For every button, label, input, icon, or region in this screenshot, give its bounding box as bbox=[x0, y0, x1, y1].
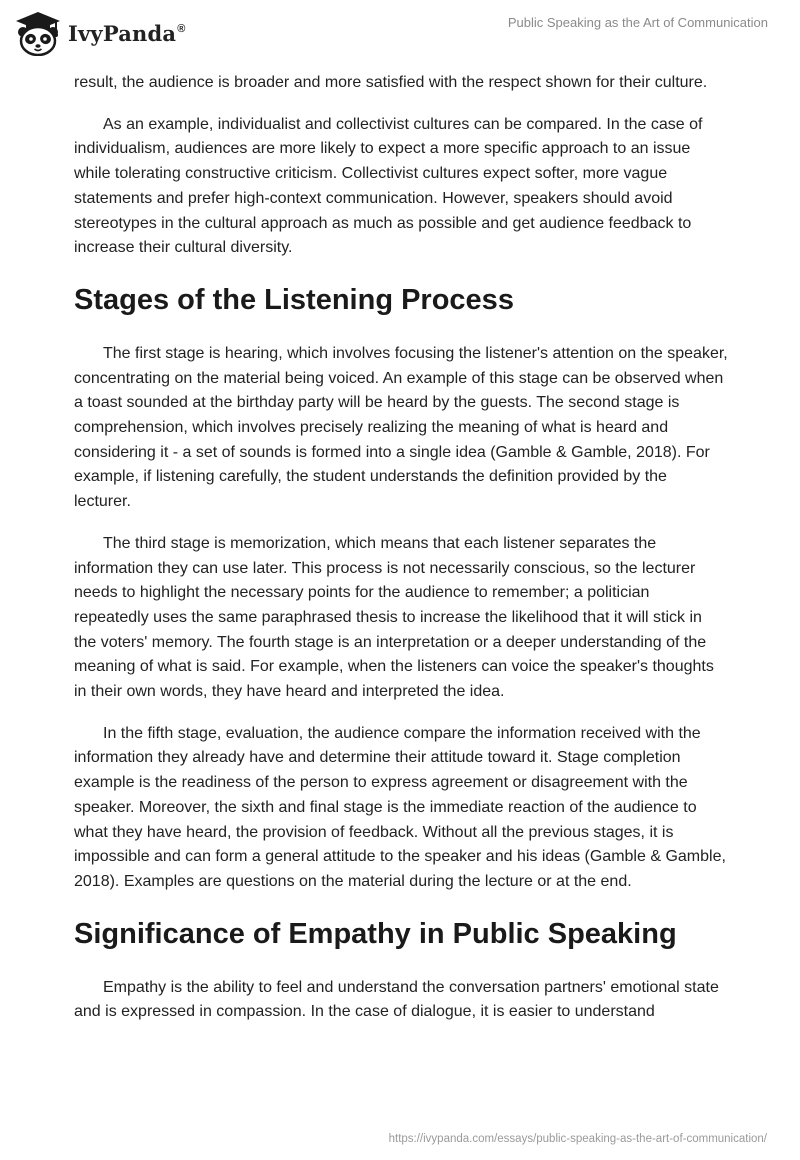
document-title: Public Speaking as the Art of Communication bbox=[507, 15, 768, 30]
logo-text bbox=[68, 21, 186, 46]
section-heading-empathy: Significance of Empathy in Public Speaking bbox=[74, 917, 677, 950]
paragraph: As an example, individualist and collectivist cultures can be compared. In the case of individualism, audiences are more likely to expect a more specific approach to an issue while tolerating constructive criticism. Collectivist cultures expect softer, more vague statements and prefer high-context communication. However, speakers should avoid stereotypes in the cultural approach as much as possible and get audience feedback to increase their cultural diversity. bbox=[74, 115, 703, 257]
paragraph: result, the audience is broader and more satisfied with the respect shown for their culture. bbox=[74, 74, 708, 91]
paragraph: Empathy is the ability to feel and understand the conversation partners' emotional state and is expressed in compassion. In the case of dialogue, it is easier to understand bbox=[74, 978, 719, 1021]
source-url[interactable]: https://ivypanda.com/essays/public-speaking-as-the-art-of-communication/ bbox=[388, 1133, 767, 1145]
paragraph: The third stage is memorization, which means that each listener separates the information they can use later. This process is not necessarily conscious, so the lecturer needs to highlight the necessary points for the audience to remember; a politician repeatedly uses the same paraphrased thesis to increase the likelihood that it will stick in the voters' memory. The fourth stage is an interpretation or a deeper understanding of the meaning of what is said. For example, when the listeners can voice the speaker's thoughts in their own words, they have heard and interpreted the idea. bbox=[74, 534, 714, 701]
page-header bbox=[0, 0, 800, 68]
registered-mark: ® bbox=[177, 22, 186, 35]
logo[interactable] bbox=[14, 10, 186, 56]
article-body bbox=[74, 71, 728, 1042]
section-heading-listening: Stages of the Listening Process bbox=[74, 283, 514, 316]
paragraph: The first stage is hearing, which involves focusing the listener's attention on the speaker, concentrating on the material being voiced. An example of this stage can be observed when a toast sounded at the birthday party will be heard by the guests. The second stage is comprehension, which involves precisely realizing the meaning of what is heard and considering it - a set of sounds is formed into a single idea (Gamble & Gamble, 2018). For example, if listening carefully, the student understands the definition provided by the lecturer. bbox=[74, 344, 728, 511]
paragraph: In the fifth stage, evaluation, the audience compare the information received with the information they already have and determine their attitude toward it. Stage completion example is the readiness of the person to express agreement or disagreement with the speaker. Moreover, the sixth and final stage is the immediate reaction of the audience to what they have heard, the provision of feedback. Without all the previous stages, it is impossible and can form a general attitude to the speaker and his ideas (Gamble & Gamble, 2018). Examples are questions on the material during the lecture or at the end. bbox=[74, 724, 726, 890]
panda-graduate-icon bbox=[14, 10, 62, 56]
logo-name: IvyPanda bbox=[68, 20, 177, 46]
